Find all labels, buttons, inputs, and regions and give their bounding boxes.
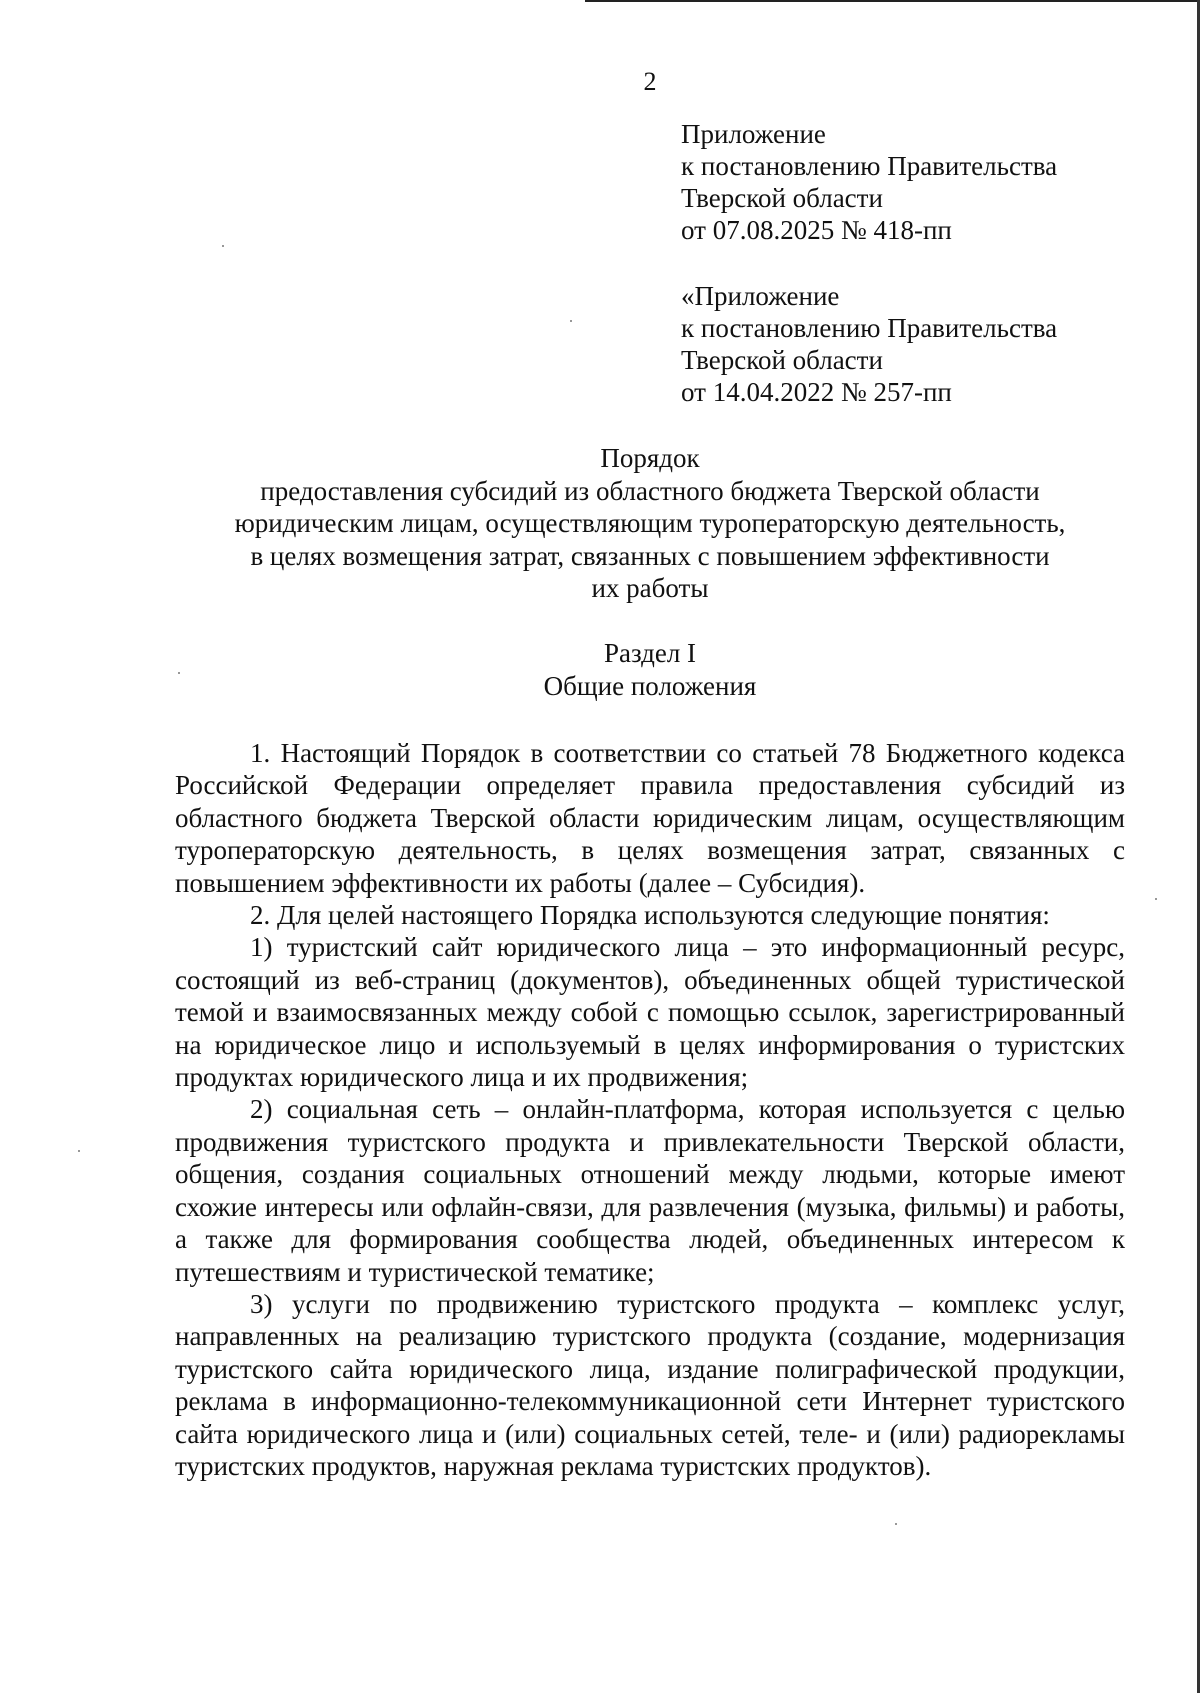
- section-title: Общие положения: [543, 670, 757, 701]
- document-title-line: предоставления субсидий из областного бюджета Тверской области: [260, 475, 1040, 506]
- document-title: [175, 442, 1125, 605]
- document-title-line: юридическим лицам, осуществляющим туроператорскую деятельность,: [234, 508, 1066, 538]
- appendix-line: Тверской области: [681, 183, 883, 213]
- appendix-line: к постановлению Правительства: [681, 151, 1058, 181]
- scan-edge-top: [585, 0, 1200, 2]
- appendix-line: Тверской области: [681, 345, 883, 375]
- scan-speck: [78, 1150, 80, 1152]
- appendix-line: к постановлению Правительства: [681, 313, 1058, 343]
- appendix-line: от 14.04.2022 № 257-пп: [681, 377, 952, 407]
- appendix-line: от 07.08.2025 № 418-пп: [681, 215, 952, 245]
- document-title-line: в целях возмещения затрат, связанных с повышением эффективности: [250, 540, 1050, 571]
- section-number: Раздел I: [603, 638, 697, 668]
- paragraph: 2) социальная сеть – онлайн-платформа, которая используется с целью продвижения туристского продукта и привлекательности Тверской области, общения, создания социальных отношений между людьми, которые имеют схожие интересы или офлайн-связи, для развлечения (музыка, фильмы) и работы, а также для формирования сообщества людей, объединенных интересом к путешествиям и туристической тематике;: [175, 1094, 1125, 1287]
- document-title-line: их работы: [591, 573, 709, 603]
- paragraph: 1. Настоящий Порядок в соответствии со статьей 78 Бюджетного кодекса Российской Федерации определяет правила предоставления субсидий из областного бюджета Тверской области юридическим лицам, осуществляющим туроператорскую деятельность, в целях возмещения затрат, связанных с повышением эффективности их работы (далее – Субсидия).: [175, 738, 1125, 898]
- section-heading: [175, 637, 1125, 702]
- appendix-line: Приложение: [681, 119, 826, 149]
- appendix-header-current: [681, 118, 1161, 246]
- paragraph: 3) услуги по продвижению туристского продукта – комплекс услуг, направленных на реализацию туристского продукта (создание, модернизация туристского сайта юридического лица, издание полиграфической продукции, реклама в информационно-телекоммуникационной сети Интернет туристского сайта юридического лица и (или) социальных сетей, теле- и (или) радиорекламы туристских продуктов, наружная реклама туристских продуктов).: [175, 1288, 1125, 1481]
- page-number: 2: [643, 67, 657, 96]
- paragraph: 1) туристский сайт юридического лица – это информационный ресурс, состоящий из веб-страниц (документов), объединенных общей туристической темой и взаимосвязанных между собой с помощью ссылок, зарегистрированный на юридическое лицо и используемый в целях информирования о туристских продуктах юридического лица и их продвижения;: [175, 932, 1125, 1093]
- document-title-heading: Порядок: [600, 443, 700, 473]
- appendix-line: «Приложение: [681, 281, 840, 311]
- paragraph: 2. Для целей настоящего Порядка используются следующие понятия:: [250, 900, 1050, 931]
- scan-speck: [570, 320, 572, 322]
- scan-speck: [895, 1523, 897, 1525]
- scan-speck: [222, 245, 224, 247]
- appendix-header-amended: [681, 280, 1161, 408]
- scan-speck: [1155, 898, 1157, 900]
- document-body: [175, 737, 1125, 1482]
